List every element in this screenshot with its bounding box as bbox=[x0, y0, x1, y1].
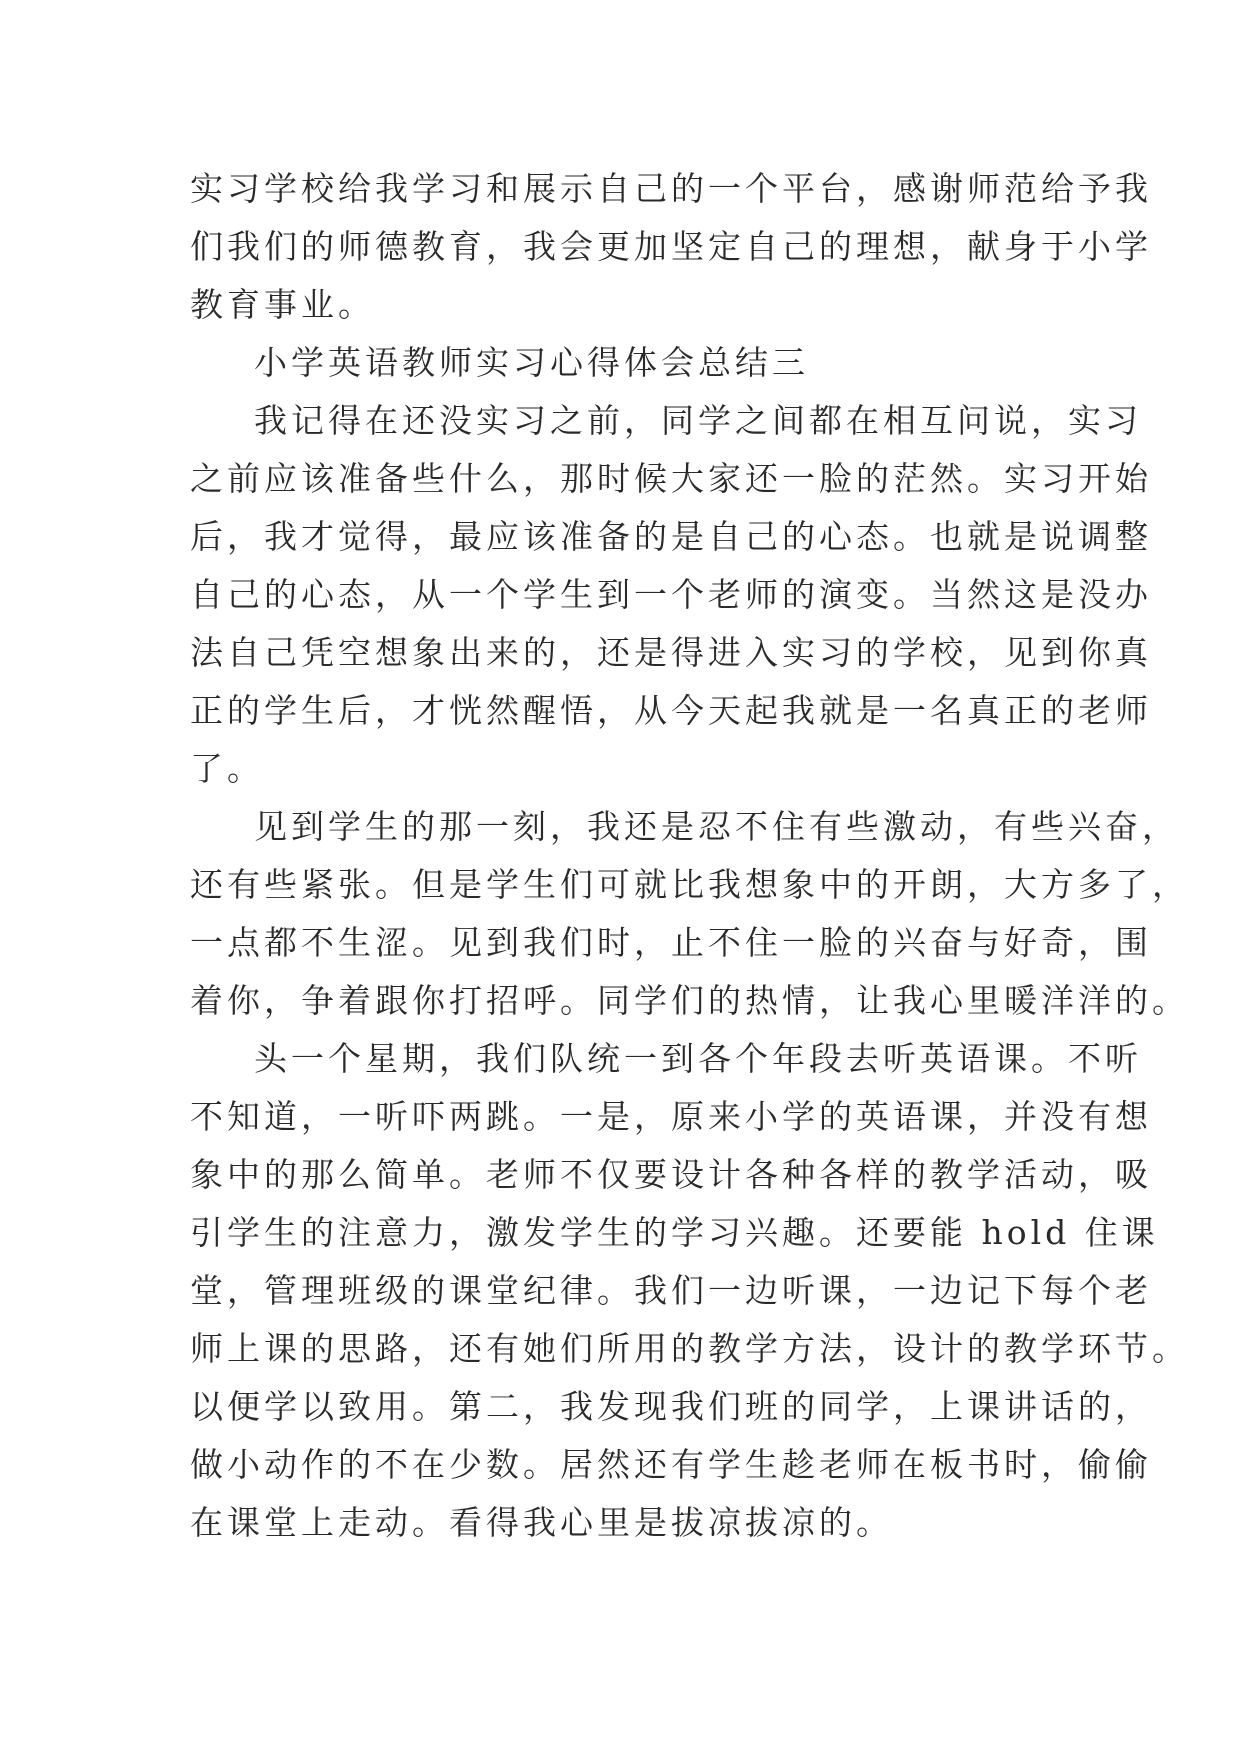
paragraph-start: 见到学生的那一刻，我还是忍不住有些激动，有些兴奋， bbox=[254, 807, 1179, 846]
text-line: 实习学校给我学习和展示自己的一个平台，感谢师范给予我 bbox=[190, 169, 1152, 208]
text-line: 堂，管理班级的课堂纪律。我们一边听课，一边记下每个老 bbox=[190, 1271, 1152, 1310]
paragraph-start: 我记得在还没实习之前，同学之间都在相互问说，实习 bbox=[254, 401, 1142, 440]
text-line: 在课堂上走动。看得我心里是拔凉拔凉的。 bbox=[190, 1503, 893, 1542]
text-line: 着你，争着跟你打招呼。同学们的热情，让我心里暖洋洋的。 bbox=[190, 981, 1189, 1020]
section-heading: 小学英语教师实习心得体会总结三 bbox=[254, 343, 809, 382]
text-line: 之前应该准备些什么，那时候大家还一脸的茫然。实习开始 bbox=[190, 459, 1152, 498]
text-line: 后，我才觉得，最应该准备的是自己的心态。也就是说调整 bbox=[190, 517, 1152, 556]
text-line: 以便学以致用。第二，我发现我们班的同学，上课讲话的， bbox=[190, 1387, 1152, 1426]
paragraph-start: 头一个星期，我们队统一到各个年段去听英语课。不听 bbox=[254, 1039, 1142, 1078]
text-line: 还有些紧张。但是学生们可就比我想象中的开朗，大方多了， bbox=[190, 865, 1189, 904]
body-text bbox=[190, 160, 1189, 1552]
text-line: 象中的那么简单。老师不仅要设计各种各样的教学活动，吸 bbox=[190, 1155, 1152, 1194]
text-line: 法自己凭空想象出来的，还是得进入实习的学校，见到你真 bbox=[190, 633, 1152, 672]
text-line: 不知道，一听吓两跳。一是，原来小学的英语课，并没有想 bbox=[190, 1097, 1152, 1136]
text-line: 一点都不生涩。见到我们时，止不住一脸的兴奋与好奇，围 bbox=[190, 923, 1152, 962]
text-line: 正的学生后，才恍然醒悟，从今天起我就是一名真正的老师 bbox=[190, 691, 1152, 730]
text-line: 引学生的注意力，激发学生的学习兴趣。还要能 hold 住课 bbox=[190, 1213, 1159, 1252]
text-line: 师上课的思路，还有她们所用的教学方法，设计的教学环节。 bbox=[190, 1329, 1189, 1368]
text-line: 们我们的师德教育，我会更加坚定自己的理想，献身于小学 bbox=[190, 227, 1152, 266]
text-line: 了。 bbox=[190, 749, 264, 788]
text-line: 教育事业。 bbox=[190, 285, 375, 324]
text-line: 自己的心态，从一个学生到一个老师的演变。当然这是没办 bbox=[190, 575, 1152, 614]
text-line: 做小动作的不在少数。居然还有学生趁老师在板书时，偷偷 bbox=[190, 1445, 1152, 1484]
